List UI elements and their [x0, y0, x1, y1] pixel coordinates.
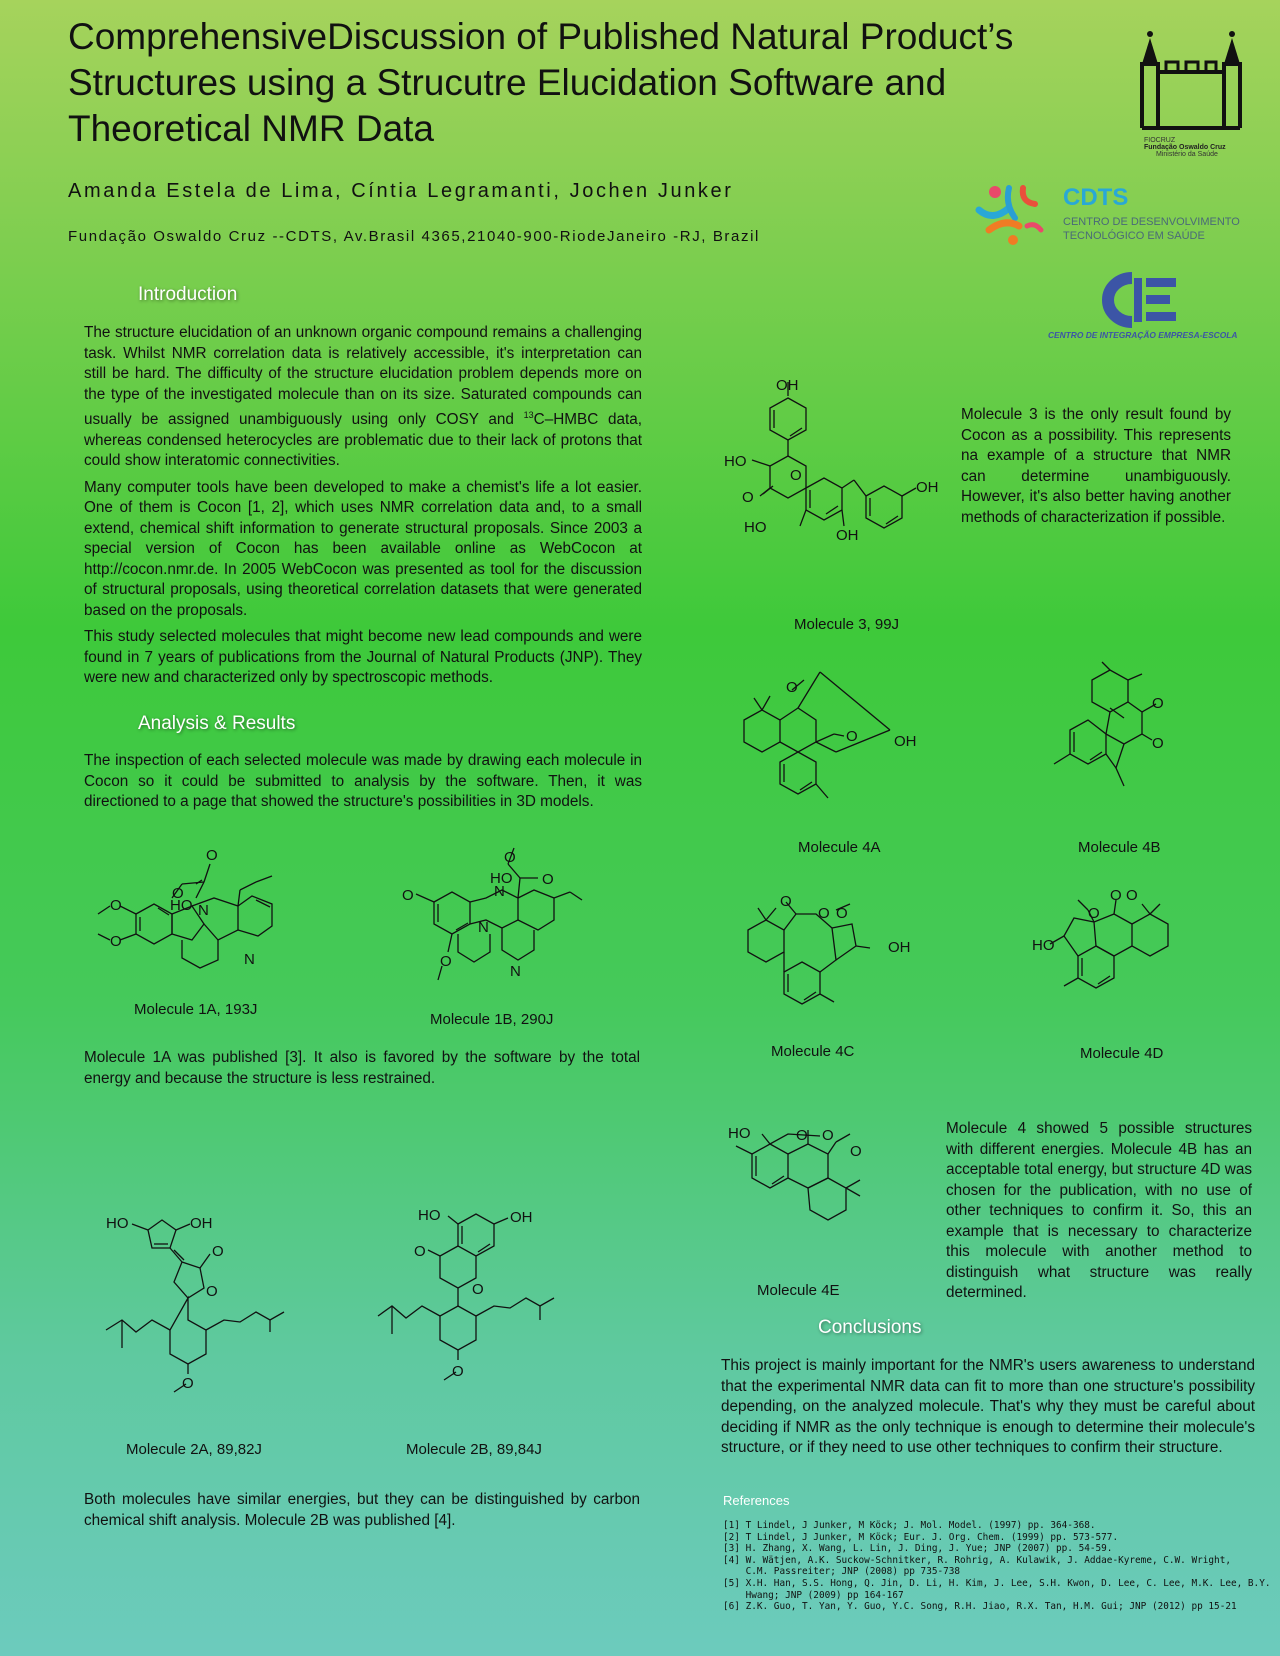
molecule-1-discussion: Molecule 1A was published [3]. It also is favored by the software by the total energy and because the structure is less restrained.	[84, 1049, 640, 1087]
atom-label: HO	[724, 453, 747, 470]
atom-label: O	[786, 679, 798, 696]
molecule-3-discussion: Molecule 3 is the only result found by Cocon as a possibility. This represents na example of a structure that NMR can determine unambiguously. However, it's also better having another methods of characterization if possible.	[961, 406, 1231, 526]
intro-p1-end: C–HMBC data, whereas condensed heterocycles are problematic due to their lack of protons that could show interatomic connectivities.	[84, 411, 642, 470]
atom-label: O	[542, 871, 554, 888]
cdts-line2: TECNOLÓGICO EM SAÚDE	[1063, 230, 1205, 242]
atom-label: O	[822, 1127, 834, 1144]
fiocruz-name: FIOCRUZ	[1144, 137, 1176, 144]
molecule-4c-structure	[740, 888, 920, 1018]
atom-label: OH	[888, 939, 911, 956]
atom-label: OH	[894, 733, 917, 750]
fiocruz-ministry: Ministério da Saúde	[1156, 151, 1218, 158]
molecule-2b-structure	[378, 1207, 588, 1412]
reference-item: [6] Z.K. Guo, T. Yan, Y. Guo, Y.C. Song, R.H. Jiao, R.X. Tan, H.M. Gui; JNP (2012) pp 15-21	[723, 1601, 1237, 1613]
atom-label: O	[850, 1143, 862, 1160]
atom-label: O	[836, 905, 848, 922]
fiocruz-castle-icon	[1136, 24, 1248, 132]
fiocruz-subtitle: Fundação Oswaldo Cruz	[1144, 144, 1226, 151]
authors: Amanda Estela de Lima, Cíntia Legramanti, Jochen Junker	[68, 180, 734, 202]
title-line-3: Theoretical NMR Data	[68, 108, 435, 149]
introduction-body	[84, 323, 642, 695]
atom-label: O	[206, 847, 218, 864]
molecule-4a-caption: Molecule 4A	[798, 839, 881, 856]
intro-p1-sup: 13	[523, 410, 534, 420]
molecule-2a-caption: Molecule 2A, 89,82J	[126, 1441, 262, 1458]
atom-label: OH	[510, 1209, 533, 1226]
intro-paragraph-1	[84, 323, 642, 472]
atom-label: HO	[170, 897, 193, 914]
molecule-4e-structure	[728, 1125, 902, 1262]
atom-label: O	[846, 728, 858, 745]
atom-label: O	[818, 905, 830, 922]
molecule-1a-caption: Molecule 1A, 193J	[134, 1001, 258, 1018]
molecule-4e-caption: Molecule 4E	[757, 1282, 840, 1299]
references-heading: References	[723, 1493, 790, 1508]
atom-label: O	[472, 1281, 484, 1298]
reference-item: [5] X.H. Han, S.S. Hong, Q. Jin, D. Li, H. Kim, J. Lee, S.H. Kwon, D. Lee, C. Lee, M.K. Lee, B.Y. Hwang; JNP (2009) pp 164-167	[723, 1577, 1271, 1601]
ciee-tagline: CENTRO DE INTEGRAÇÃO EMPRESA-ESCOLA	[1048, 330, 1238, 340]
atom-label: HO	[728, 1125, 751, 1142]
molecule-4-discussion: Molecule 4 showed 5 possible structures with different energies. Molecule 4B has an acceptable total energy, but structure 4D was chosen for the publication, with no use of other techniques to confirm it. So, this an example that is necessary to characterize this molecule with another method to distinguish what structure was really determined.	[946, 1120, 1252, 1301]
atom-label: O	[110, 897, 122, 914]
atom-label: HO	[744, 519, 767, 536]
molecule-1b-caption: Molecule 1B, 290J	[430, 1011, 554, 1028]
molecule-4d-caption: Molecule 4D	[1080, 1045, 1164, 1062]
atom-label: O	[440, 953, 452, 970]
molecule-4c-caption: Molecule 4C	[771, 1043, 855, 1060]
fiocruz-logo	[1136, 24, 1248, 164]
analysis-intro: The inspection of each selected molecule was made by drawing each molecule in Cocon so it could be submitted to analysis by the software. Then, it was directioned to a page that showed the structure's possibilities in 3D models.	[84, 752, 642, 810]
intro-p1-text: The structure elucidation of an unknown organic compound remains a challenging task. Whilst NMR correlation data is relatively accessible, it's interpretation can still be hard. The difficulty of the structure elucidation problem depends more on the type of the investigated molecule than on its size. Saturated compounds can usually be assigned unambiguously using only COSY and	[84, 324, 642, 429]
atom-label: O	[780, 893, 792, 910]
atom-label: OH	[836, 527, 859, 544]
molecule-3-structure	[720, 376, 940, 576]
atom-label: O	[1126, 887, 1138, 904]
reference-item: [4] W. Wätjen, A.K. Suckow-Schnitker, R. Rohrig, A. Kulawik, J. Addae-Kyreme, C.W. Wright, C.M. Passreiter; JNP (2008) pp 735-738	[723, 1554, 1231, 1578]
atom-label: O	[1088, 905, 1100, 922]
cdts-emblem-icon	[975, 182, 1051, 250]
atom-label: O	[790, 467, 802, 484]
conclusions-heading: Conclusions	[818, 1317, 922, 1338]
molecule-1b-structure	[398, 840, 588, 990]
atom-label: O	[742, 489, 754, 506]
cdts-logo	[975, 180, 1245, 250]
molecule-4b-caption: Molecule 4B	[1078, 839, 1161, 856]
atom-label: OH	[190, 1215, 213, 1232]
cdts-name: CDTS	[1063, 184, 1129, 211]
atom-label: O	[212, 1243, 224, 1260]
atom-label: HO	[418, 1207, 441, 1224]
atom-label: O	[402, 887, 414, 904]
molecule-1a-structure	[96, 840, 306, 980]
molecule-4d-structure	[1034, 886, 1214, 1016]
atom-label: O	[110, 933, 122, 950]
atom-label: O	[414, 1243, 426, 1260]
ciee-logo	[1046, 274, 1246, 344]
atom-label: O	[796, 1127, 808, 1144]
intro-paragraph-3: This study selected molecules that might become new lead compounds and were found in 7 years of publications from the Journal of Natural Products (JNP). They were new and characterized only by spectroscopic methods.	[84, 628, 642, 687]
ciee-mark-icon	[1096, 274, 1186, 326]
intro-paragraph-2: Many computer tools have been developed to make a chemist's life a lot easier. One of them is Cocon [1, 2], which uses NMR correlation data and, to a small extend, chemical shift information to generate structural proposals. Since 2003 a special version of Cocon has been available online as WebCocon at http://cocon.nmr.de. In 2005 WebCocon was presented as tool for the discussion of structural proposals, using theoretical correlation datasets that were generated based on the proposals.	[84, 478, 642, 619]
atom-label: O	[504, 849, 516, 866]
cdts-line1: CENTRO DE DESENVOLVIMENTO	[1063, 216, 1240, 228]
reference-item: [2] T Lindel, J Junker, M Köck; Eur. J. Org. Chem. (1999) pp. 573-577.	[723, 1531, 1119, 1543]
atom-label: HO	[106, 1215, 129, 1232]
analysis-heading: Analysis & Results	[138, 713, 296, 734]
introduction-heading: Introduction	[138, 284, 238, 305]
molecule-2b-caption: Molecule 2B, 89,84J	[406, 1441, 542, 1458]
atom-label: O	[1152, 695, 1164, 712]
atom-label: OH	[916, 479, 939, 496]
atom-label: HO	[490, 870, 513, 887]
reference-item: [1] T Lindel, J Junker, M Köck; J. Mol. Model. (1997) pp. 364-368.	[723, 1520, 1096, 1531]
molecule-2-discussion: Both molecules have similar energies, but they can be distinguished by carbon chemical shift analysis. Molecule 2B was published [4].	[84, 1491, 640, 1529]
title-line-2: Structures using a Strucutre Elucidation Software and	[68, 62, 947, 103]
atom-label: N	[494, 883, 505, 900]
poster-title	[68, 14, 1068, 152]
references-list	[723, 1520, 1271, 1613]
molecule-2a-structure	[100, 1208, 310, 1408]
molecule-4b-structure	[1044, 668, 1194, 808]
title-line-1: ComprehensiveDiscussion of Published Natural Product’s	[68, 16, 1014, 57]
atom-label: N	[478, 919, 489, 936]
atom-label: N	[244, 951, 255, 968]
atom-label: O	[182, 1375, 194, 1392]
atom-label: O	[452, 1363, 464, 1380]
molecule-4a-structure	[736, 668, 936, 818]
atom-label: OH	[776, 377, 799, 394]
atom-label: O	[206, 1283, 218, 1300]
atom-label: N	[198, 902, 209, 919]
atom-label: O	[1110, 887, 1122, 904]
atom-label: O	[172, 885, 184, 902]
molecule-3-caption: Molecule 3, 99J	[794, 616, 900, 633]
conclusions-body: This project is mainly important for the NMR's users awareness to understand that the experimental NMR data can fit to more than one structure's possibility depending, on the analyzed molecule. That's why they must be careful about deciding if NMR as the only technique is enough to determine their molecule's structure, or if they need to use other techniques to confirm their structure.	[721, 1357, 1255, 1456]
affiliation: Fundação Oswaldo Cruz --CDTS, Av.Brasil 4365,21040-900-RiodeJaneiro -RJ, Brazil	[68, 228, 760, 245]
atom-label: N	[510, 963, 521, 980]
atom-label: O	[1152, 735, 1164, 752]
atom-label: HO	[1032, 937, 1055, 954]
reference-item: [3] H. Zhang, X. Wang, L. Lin, J. Ding, J. Yue; JNP (2007) pp. 54-59.	[723, 1543, 1113, 1555]
